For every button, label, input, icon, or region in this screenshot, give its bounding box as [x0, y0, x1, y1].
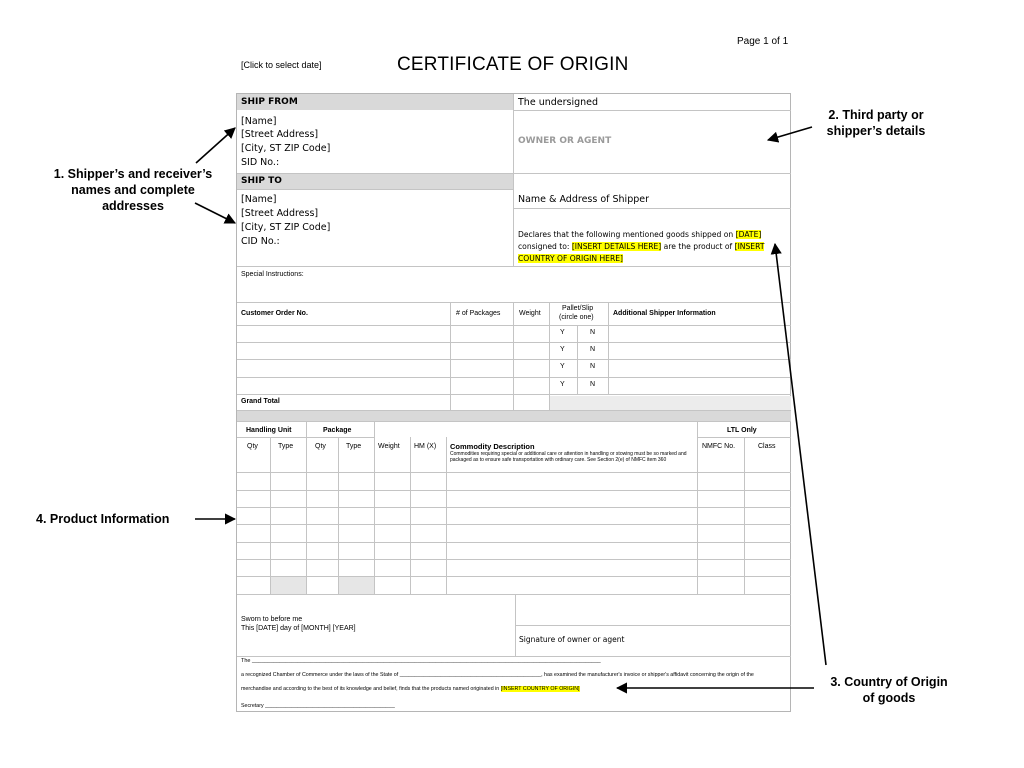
ship-to-cid[interactable]: CID No.: — [241, 236, 280, 247]
pallet-y-3[interactable]: Y — [560, 363, 565, 370]
pallet-y-4[interactable]: Y — [560, 381, 565, 388]
pallet-header: Pallet/Slip — [562, 305, 594, 312]
handling-unit-header: Handling Unit — [246, 427, 292, 434]
arrow-country-top — [775, 244, 826, 665]
package-header: Package — [323, 427, 352, 434]
ltl-only-header: LTL Only — [727, 427, 757, 434]
grand-total-label: Grand Total — [241, 398, 280, 405]
pallet-y-1[interactable]: Y — [560, 329, 565, 336]
chamber-the: The __________________________________________________________________________________________________________________ — [241, 658, 601, 664]
annotation-third-party: 2. Third party or shipper’s details — [826, 108, 926, 138]
ship-to-street[interactable]: [Street Address] — [241, 208, 319, 219]
sworn-line-1: Sworn to before me — [241, 616, 303, 623]
chamber-country-field[interactable]: [INSERT COUNTRY OF ORIGIN] — [500, 686, 580, 692]
type-header-2: Type — [346, 443, 362, 450]
ship-from-name[interactable]: [Name] — [241, 116, 277, 127]
commodity-description-header: Commodity Description — [450, 442, 535, 451]
class-header: Class — [758, 443, 776, 450]
additional-info-header: Additional Shipper Information — [613, 310, 716, 317]
qty-header-2: Qty — [315, 443, 326, 450]
pallet-n-3[interactable]: N — [590, 363, 596, 370]
ship-to-heading: SHIP TO — [241, 176, 282, 186]
pallet-n-1[interactable]: N — [590, 329, 596, 336]
qty-header-1: Qty — [247, 443, 258, 450]
annotation-shipper-receiver: 1. Shipper’s and receiver’s names and complete addresses — [53, 167, 213, 213]
commodity-note: Commodities requiring special or additional care or attention in handling or stowing must be so marked and packaged as to ensure safe transportation with ordinary care. See Section 2(e) of NMFC item 360 — [450, 451, 687, 463]
chamber-line-3-text: merchandise and according to the best of its knowledge and belief, finds that the products named originated in — [241, 686, 501, 692]
packages-header: # of Packages — [456, 310, 501, 317]
undersigned-label: The undersigned — [518, 97, 599, 108]
ship-from-city[interactable]: [City, ST ZIP Code] — [241, 143, 331, 154]
annotation-country-origin: 3. Country of Origin of goods — [830, 675, 948, 705]
chamber-line-2: a recognized Chamber of Commerce under the laws of the State of ________________________________________________, has examined the manufacturer's invoice or shipper's affidavit concerning the origin of the — [241, 672, 754, 678]
arrow-shipfrom — [196, 128, 235, 163]
date-picker[interactable]: [Click to select date] — [241, 60, 322, 70]
weight-col-header: Weight — [378, 443, 400, 450]
ship-from-heading: SHIP FROM — [241, 97, 298, 107]
ship-from-sid[interactable]: SID No.: — [241, 157, 280, 168]
special-instructions-label: Special Instructions: — [241, 271, 304, 278]
details-field[interactable]: [INSERT DETAILS HERE] — [571, 242, 662, 251]
ship-to-city[interactable]: [City, ST ZIP Code] — [241, 222, 331, 233]
name-address-shipper-label: Name & Address of Shipper — [518, 194, 650, 205]
arrow-shipto — [195, 203, 235, 223]
annotation-product-info: 4. Product Information — [36, 512, 170, 526]
country-field-b[interactable]: COUNTRY OF ORIGIN HERE] — [518, 254, 624, 263]
ship-to-name[interactable]: [Name] — [241, 194, 277, 205]
declares-part-3: are the product of — [661, 242, 735, 251]
pallet-n-4[interactable]: N — [590, 381, 596, 388]
nmfc-header: NMFC No. — [702, 443, 736, 450]
signature-label[interactable]: Signature of owner or agent — [519, 635, 625, 644]
secretary-label: Secretary ____________________________________________ — [241, 703, 395, 709]
date-field[interactable]: [DATE] — [735, 230, 762, 239]
page-number: Page 1 of 1 — [737, 36, 789, 47]
declares-part-1: Declares that the following mentioned goods shipped on — [518, 230, 736, 239]
ship-from-street[interactable]: [Street Address] — [241, 129, 319, 140]
arrow-owner — [768, 127, 812, 140]
customer-order-header: Customer Order No. — [241, 310, 308, 317]
circle-one-header: (circle one) — [559, 314, 594, 321]
weight-header: Weight — [519, 310, 541, 317]
owner-or-agent-label[interactable]: OWNER OR AGENT — [518, 136, 612, 146]
pallet-y-2[interactable]: Y — [560, 346, 565, 353]
hm-header: HM (X) — [414, 443, 437, 450]
type-header-1: Type — [278, 443, 294, 450]
country-field-a[interactable]: [INSERT — [734, 242, 765, 251]
pallet-n-2[interactable]: N — [590, 346, 596, 353]
declares-part-2: consigned to: — [518, 242, 572, 251]
document-title: CERTIFICATE OF ORIGIN — [397, 54, 629, 75]
sworn-line-2[interactable]: This [DATE] day of [MONTH] [YEAR] — [241, 625, 356, 632]
